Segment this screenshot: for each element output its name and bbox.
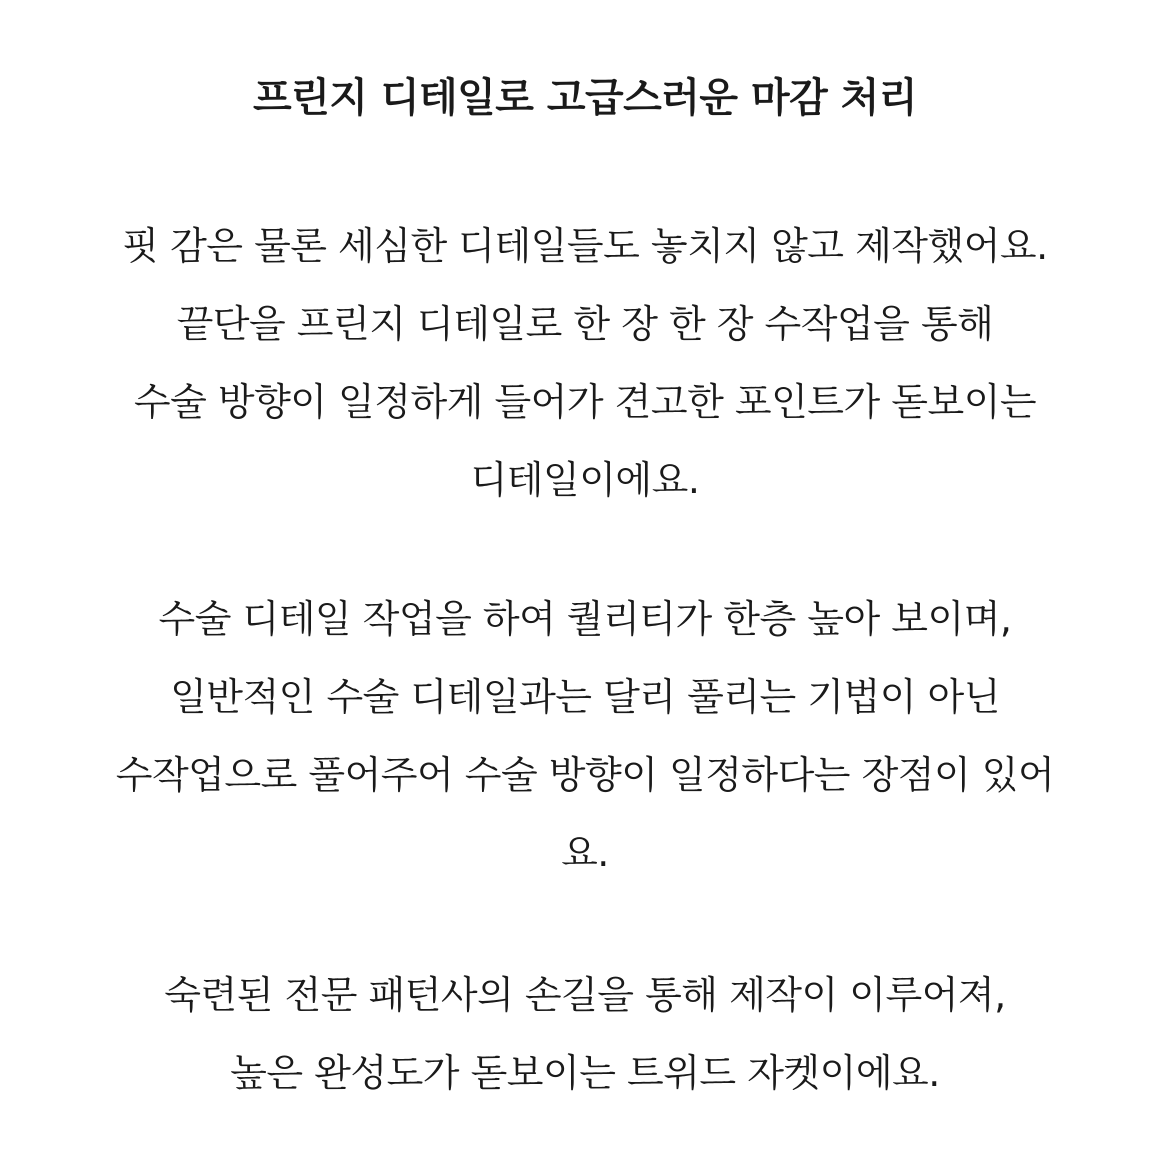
paragraph-line: 수술 방향이 일정하게 들어가 견고한 포인트가 돋보이는	[133, 380, 1037, 424]
paragraph-line: 끝단을 프린지 디테일로 한 장 한 장 수작업을 통해	[176, 302, 994, 346]
paragraph-line: 숙련된 전문 패턴사의 손길을 통해 제작이 이루어져,	[164, 973, 1006, 1017]
paragraph-craftsmanship	[20, 956, 1150, 1112]
paragraph-line: 디테일이에요.	[470, 458, 700, 502]
paragraph-line: 핏 감은 물론 세심한 디테일들도 놓치지 않고 제작했어요.	[122, 224, 1048, 268]
paragraph-line: 일반적인 수술 디테일과는 달리 풀리는 기법이 아닌	[170, 675, 1000, 719]
paragraph-line: 높은 완성도가 돋보이는 트위드 자켓이에요.	[230, 1051, 940, 1095]
paragraph-fringe-detail	[20, 207, 1150, 519]
paragraph-line: 수작업으로 풀어주어 수술 방향이 일정하다는 장점이 있어	[115, 753, 1055, 797]
section-title: 프린지 디테일로 고급스러운 마감 처리	[253, 75, 917, 121]
paragraph-line: 요.	[561, 831, 609, 875]
paragraph-line: 수술 디테일 작업을 하여 퀄리티가 한층 높아 보이며,	[158, 597, 1012, 641]
paragraph-tassel-work	[20, 580, 1150, 892]
